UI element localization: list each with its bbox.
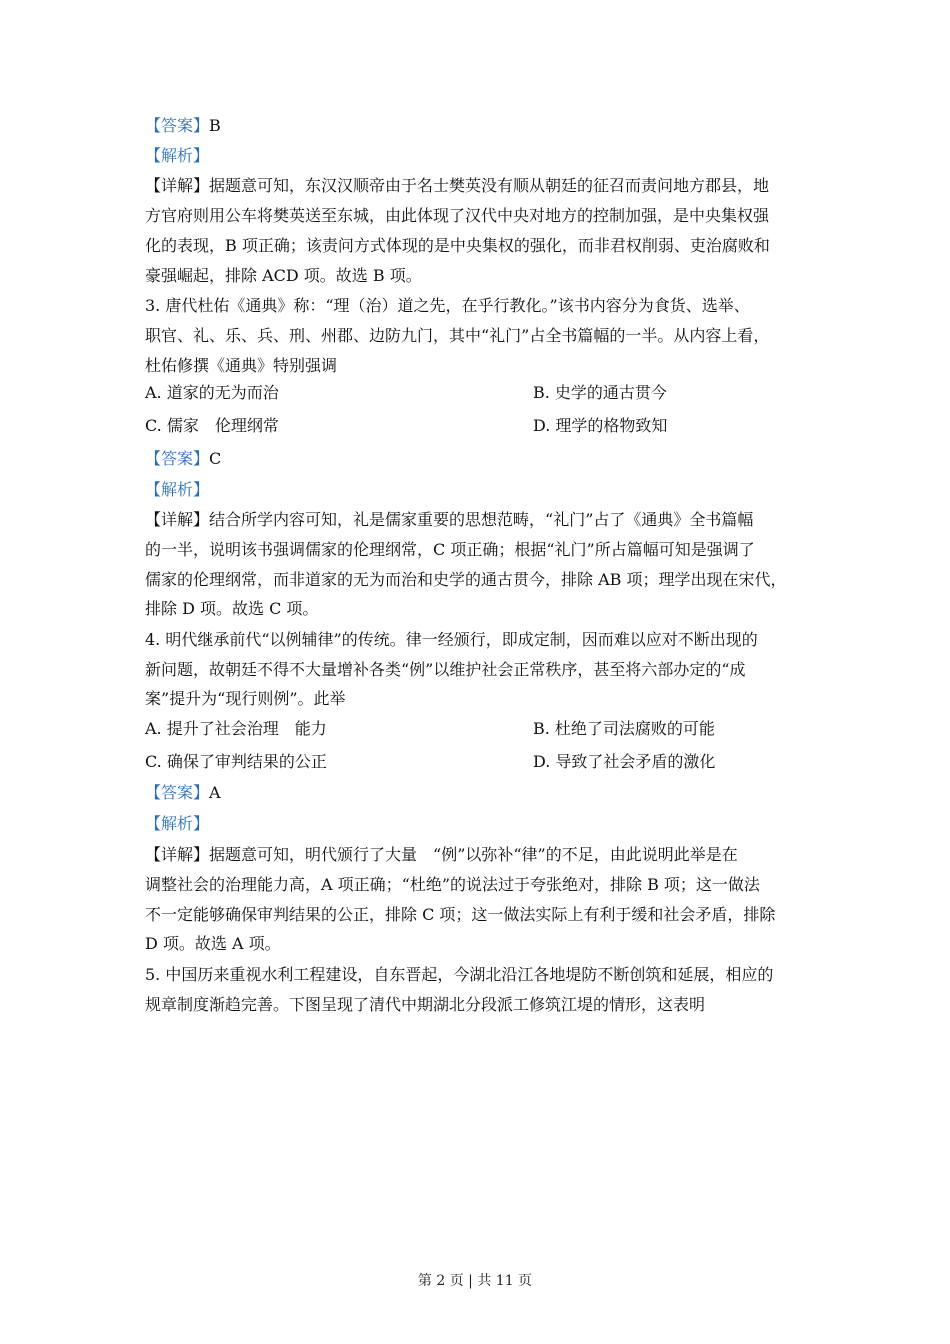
answer-label: 【答案】 [145, 116, 210, 135]
detail-label: 【详解】 [145, 510, 210, 529]
q2-answer-line [145, 116, 221, 136]
q2-analysis-line [145, 146, 209, 166]
q5-stem-line-1: 5. 中国历来重视水利工程建设，自东晋起，今湖北沿江各地堤防不断创筑和延展，相应的 [145, 965, 774, 984]
q2-detail-text-1: 据题意可知，东汉汉顺帝由于名士樊英没有顺从朝廷的征召而责问地方郡县，地 [209, 176, 770, 195]
q3-detail-line-1 [145, 510, 753, 530]
q4-analysis-line [145, 814, 209, 834]
q3-detail-line-2: 的一半，说明该书强调儒家的伦理纲常，C 项正确；根据“礼门”所占篇幅可知是强调了 [145, 540, 755, 559]
analysis-label: 【解析】 [145, 814, 210, 833]
q3-detail-line-4: 排除 D 项。故选 C 项。 [145, 599, 319, 618]
q4-detail-line-3: 不一定能够确保审判结果的公正，排除 C 项；这一做法实际上有利于缓和社会矛盾，排除 [145, 905, 776, 924]
q2-detail-line-1 [145, 176, 769, 196]
q4-option-d: D. 导致了社会矛盾的激化 [533, 752, 716, 771]
answer-label: 【答案】 [145, 783, 210, 802]
q3-answer-line [145, 449, 221, 469]
q3-analysis-line [145, 480, 209, 500]
q3-stem-line-1: 3. 唐代杜佑《通典》称：“理（治）道之先，在乎行教化。”该书内容分为食货、选举、 [145, 296, 750, 315]
q5-stem-line-2: 规章制度渐趋完善。下图呈现了清代中期湖北分段派工修筑江堤的情形，这表明 [145, 995, 706, 1014]
q4-answer-value: A [209, 783, 221, 802]
q4-option-a: A. 提升了社会治理 能力 [145, 719, 327, 738]
q4-detail-text-1: 据题意可知，明代颁行了大量 “例”以弥补“律”的不足，由此说明此举是在 [209, 845, 738, 864]
q3-stem-line-2: 职官、礼、乐、兵、刑、州郡、边防九门，其中“礼门”占全书篇幅的一半。从内容上看， [145, 326, 770, 345]
q2-detail-line-4: 豪强崛起，排除 ACD 项。故选 B 项。 [145, 266, 422, 285]
q4-option-b: B. 杜绝了司法腐败的可能 [533, 719, 715, 738]
q3-detail-text-1: 结合所学内容可知，礼是儒家重要的思想范畴，“礼门”占了《通典》全书篇幅 [209, 510, 754, 529]
q3-answer-value: C [209, 449, 222, 468]
q4-stem-line-3: 案”提升为“现行则例”。此举 [145, 689, 346, 708]
q3-option-c: C. 儒家 伦理纲常 [145, 416, 279, 435]
q3-stem-line-3: 杜佑修撰《通典》特别强调 [145, 356, 338, 375]
q4-detail-line-1 [145, 845, 738, 865]
q4-answer-line [145, 783, 221, 803]
detail-label: 【详解】 [145, 845, 210, 864]
detail-label: 【详解】 [145, 176, 210, 195]
q3-option-d: D. 理学的格物致知 [533, 416, 668, 435]
q2-answer-value: B [209, 116, 221, 135]
q4-detail-line-2: 调整社会的治理能力高，A 项正确；“杜绝”的说法过于夸张绝对，排除 B 项；这一做法 [145, 875, 760, 894]
q4-stem-line-2: 新问题，故朝廷不得不大量增补各类“例”以维护社会正常秩序，甚至将六部办定的“成 [145, 660, 746, 679]
q3-detail-line-3: 儒家的伦理纲常，而非道家的无为而治和史学的通古贯今，排除 AB 项；理学出现在宋代， [145, 570, 787, 589]
q3-option-a: A. 道家的无为而治 [145, 383, 279, 402]
q4-option-c: C. 确保了审判结果的公正 [145, 752, 327, 771]
answer-label: 【答案】 [145, 449, 210, 468]
page-footer: 第 2 页 | 共 11 页 [417, 1273, 533, 1289]
q3-option-b: B. 史学的通古贯今 [533, 383, 667, 402]
analysis-label: 【解析】 [145, 146, 210, 165]
q4-stem-line-1: 4. 明代继承前代“以例辅律”的传统。律一经颁行，即成定制，因而难以应对不断出现的 [145, 630, 758, 649]
q4-detail-line-4: D 项。故选 A 项。 [145, 934, 281, 953]
q2-detail-line-3: 化的表现，B 项正确；该责问方式体现的是中央集权的强化，而非君权削弱、吏治腐败和 [145, 236, 770, 255]
analysis-label: 【解析】 [145, 480, 210, 499]
q2-detail-line-2: 方官府则用公车将樊英送至东城，由此体现了汉代中央对地方的控制加强，是中央集权强 [145, 206, 770, 225]
